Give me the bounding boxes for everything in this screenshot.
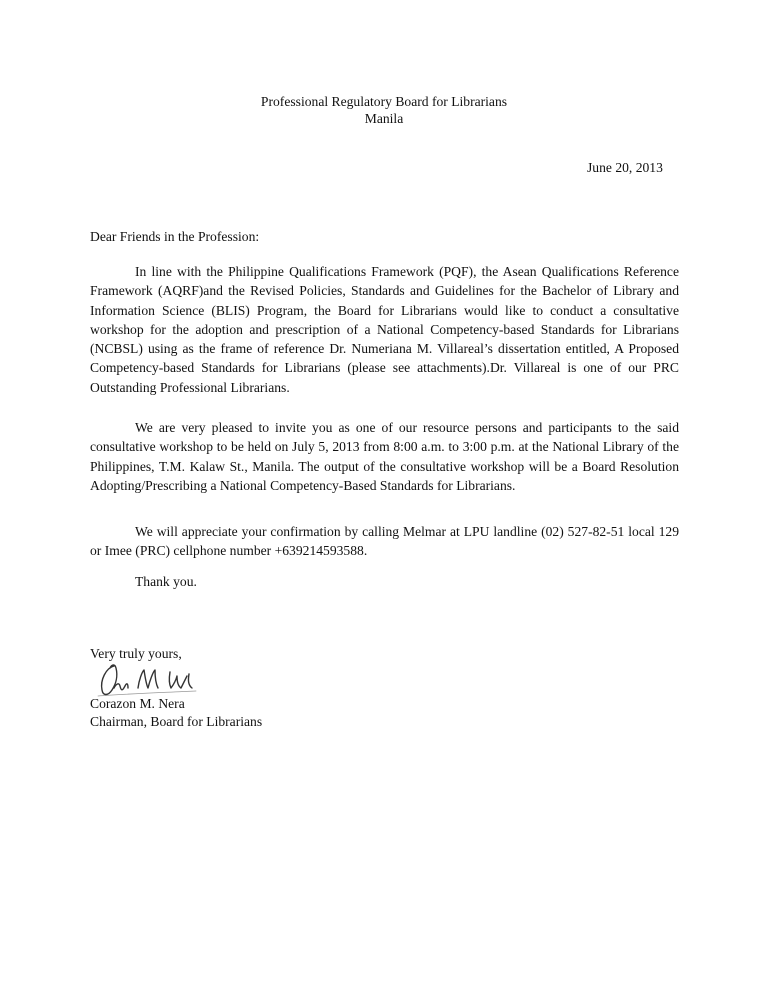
- closing: Very truly yours,: [90, 646, 182, 661]
- signer-name: Corazon M. Nera: [90, 696, 185, 711]
- paragraph-4: Thank you.: [135, 574, 197, 589]
- paragraph-2: We are very pleased to invite you as one of our resource persons and participants to the said consultative workshop to be held on July 5, 2013 from 8:00 a.m. to 3:00 p.m. at the National Library of the Philippines, T.M. Kalaw St., Manila. The output of the consultative workshop will be a Board Resolution Adopting/Prescribing a National Competency-Based Standards for Librarians.: [90, 420, 679, 493]
- letterhead-city: Manila: [364, 111, 404, 126]
- salutation: Dear Friends in the Profession:: [90, 229, 260, 244]
- letter-date: June 20, 2013: [587, 160, 663, 175]
- paragraph-1: In line with the Philippine Qualifications Framework (PQF), the Asean Qualifications Reference Framework (AQRF)and the Revised Policies, Standards and Guidelines for the Bachelor of Library and Information Science (BLIS) Program, the Board for Librarians would like to conduct a consultative workshop for the adoption and prescription of a National Competency-based Standards for Librarians (NCBSL) using as the frame of reference Dr. Numeriana M. Villareal’s dissertation entitled, A Proposed Competency-based Standards for Librarians (please see attachments).Dr. Villareal is one of our PRC Outstanding Professional Librarians.: [90, 264, 679, 395]
- signer-title: Chairman, Board for Librarians: [90, 714, 263, 729]
- paragraph-3: We will appreciate your confirmation by calling Melmar at LPU landline (02) 527-82-51 local 129 or Imee (PRC) cellphone number +639214593588.: [90, 524, 679, 559]
- letterhead-organization: Professional Regulatory Board for Librarians: [260, 94, 508, 109]
